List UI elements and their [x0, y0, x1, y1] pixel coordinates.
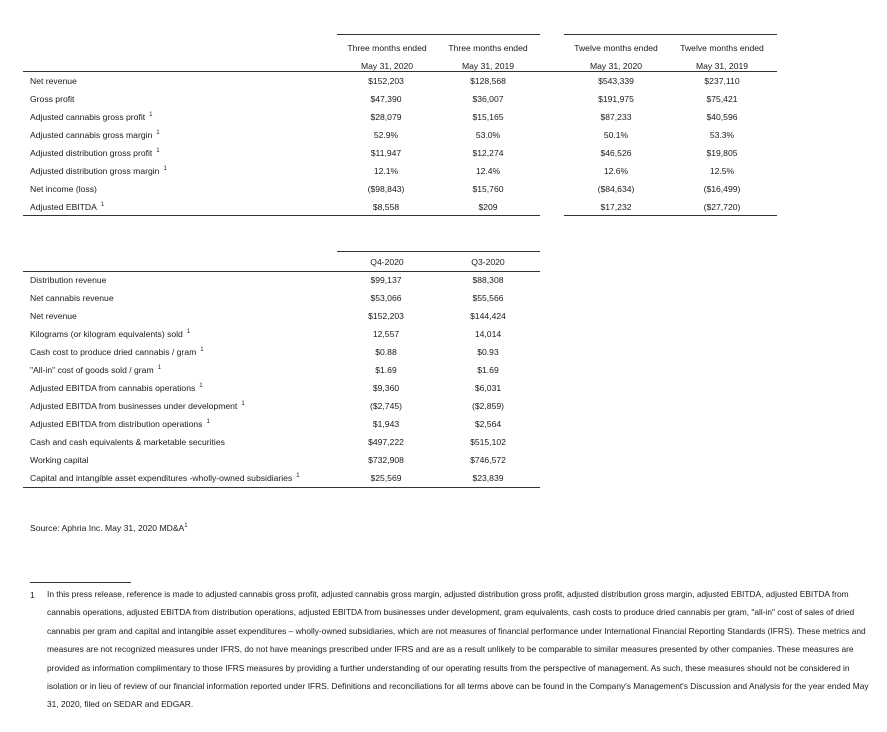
row-label-text: Gross profit: [30, 94, 75, 104]
row-label-text: Adjusted EBITDA: [30, 202, 97, 212]
row-value: 12.5%: [709, 166, 735, 176]
row-value: 12.1%: [373, 166, 399, 176]
row-value: $2,564: [474, 419, 502, 429]
table2-col2-header: Q3-2020: [471, 257, 505, 267]
row-value: $53,066: [370, 293, 402, 303]
row-value: $191,975: [598, 94, 634, 104]
footnote-ref: 1: [296, 473, 300, 480]
row-label: [30, 94, 74, 104]
row-value: $144,424: [470, 311, 506, 321]
row-value: $28,079: [370, 112, 402, 122]
row-value: $15,760: [472, 184, 504, 194]
row-label: [30, 437, 225, 447]
row-label: [30, 202, 104, 212]
row-value: 12,557: [372, 329, 400, 339]
row-label: [30, 148, 160, 158]
row-value: $15,165: [472, 112, 504, 122]
row-label: [30, 347, 204, 357]
row-label-text: Net income (loss): [30, 184, 97, 194]
row-label: [30, 401, 245, 411]
row-value: $36,007: [472, 94, 504, 104]
row-label: [30, 184, 97, 194]
row-label-text: Adjusted distribution gross profit: [30, 148, 153, 158]
table1-bottom-rule-left: [23, 215, 540, 216]
row-value: $1.69: [375, 365, 397, 375]
row-label: [30, 130, 160, 140]
footnote-ref: 1: [199, 383, 203, 390]
table1-col4-header: Twelve months ended May 31, 2019: [680, 43, 764, 71]
row-label-text: Kilograms (or kilogram equivalents) sold: [30, 329, 183, 339]
row-label: [30, 166, 167, 176]
row-value: $11,947: [370, 148, 402, 158]
row-value: 50.1%: [603, 130, 629, 140]
table2-header-rule: [23, 271, 540, 272]
footnote-text: In this press release, reference is made to adjusted cannabis gross profit, adjusted cannabis gross margin, adjusted distribution gross profit, adjusted distribution gross margin, adjusted EBITDA, adjusted EBITDA from cannabis operations, adjusted EBITDA from distribution operations, adjusted EBITDA from businesses under development, gram equivalents, cash costs to produce dried cannabis per gram, "all-in" cost of sales of dried cannabis per gram and capital and intangible asset expenditures – wholly-owned subsidiaries, which are not measures of financial performance under International Financial Reporting Standards (IFRS). These metrics and measures are not recognized measures under IFRS, do not have meanings prescribed under IFRS and are as a result unlikely to be comparable to similar measures presented by other companies. These measures are provided as information complimentary to those IFRS measures by providing a further understanding of our operating results from the perspective of management. As such, these measures should not be considered in isolation or in lieu of review of our financial information reported under IFRS. Definitions and reconciliations for all terms above can be found in the Company's Management's Discussion and Analysis for the year ended May 31, 2020, filed on SEDAR and EDGAR.: [47, 589, 869, 710]
row-label-text: Cash and cash equivalents & marketable securities: [30, 437, 225, 447]
source-note: [30, 523, 188, 533]
row-value: $732,908: [368, 455, 404, 465]
row-value: ($16,499): [703, 184, 741, 194]
row-label: [30, 329, 190, 339]
row-label: [30, 365, 161, 375]
row-value: $152,203: [368, 311, 404, 321]
table2-bottom-rule: [23, 487, 540, 488]
footnote-separator: [30, 582, 131, 583]
row-value: $497,222: [368, 437, 404, 447]
footnote-ref: 1: [156, 148, 160, 155]
row-value: $88,308: [472, 275, 504, 285]
row-value: $55,566: [472, 293, 504, 303]
row-label: [30, 455, 89, 465]
row-value: $543,339: [598, 76, 634, 86]
row-value: $152,203: [368, 76, 404, 86]
row-value: ($84,634): [597, 184, 635, 194]
row-label: [30, 293, 114, 303]
row-label-text: Adjusted cannabis gross margin: [30, 130, 153, 140]
row-label-text: "All-in" cost of goods sold / gram: [30, 365, 154, 375]
row-label-text: Capital and intangible asset expenditures -wholly-owned subsidiaries: [30, 473, 293, 483]
footnote-ref: 1: [206, 419, 210, 426]
row-label-text: Adjusted EBITDA from distribution operations: [30, 419, 203, 429]
row-label-text: Cash cost to produce dried cannabis / gram: [30, 347, 197, 357]
source-text: Source: Aphria Inc. May 31, 2020 MD&A: [30, 523, 185, 533]
row-value: $46,526: [600, 148, 632, 158]
row-label: [30, 112, 152, 122]
row-value: 53.0%: [475, 130, 501, 140]
row-value: ($2,745): [369, 401, 402, 411]
row-label: [30, 76, 77, 86]
row-value: ($2,859): [471, 401, 504, 411]
row-value: $40,596: [706, 112, 738, 122]
footnote-ref: 1: [100, 202, 105, 209]
row-value: $47,390: [370, 94, 402, 104]
footnote-ref: 1: [200, 347, 204, 354]
table1-col3-header: Twelve months ended May 31, 2020: [574, 43, 658, 71]
row-value: $87,233: [600, 112, 632, 122]
row-value: $25,569: [370, 473, 402, 483]
row-label-text: Adjusted cannabis gross profit: [30, 112, 146, 122]
row-label-text: Distribution revenue: [30, 275, 107, 285]
row-value: $8,558: [372, 202, 400, 212]
row-value: $23,839: [472, 473, 504, 483]
row-value: $1.69: [477, 365, 499, 375]
footnote-ref: 1: [157, 365, 161, 372]
row-label-text: Net revenue: [30, 76, 77, 86]
row-value: ($27,720): [703, 202, 741, 212]
row-value: 12.4%: [475, 166, 501, 176]
footnote-ref: 1: [163, 166, 167, 173]
row-label-text: Working capital: [30, 455, 89, 465]
source-footnote-marker: 1: [184, 523, 188, 530]
row-value: $17,232: [600, 202, 632, 212]
table2-col1-header: Q4-2020: [370, 257, 404, 267]
row-value: $75,421: [706, 94, 738, 104]
table1-bottom-rule-right: [564, 215, 777, 216]
row-value: 14,014: [474, 329, 502, 339]
table2-top-rule: [337, 251, 540, 252]
row-value: $12,274: [472, 148, 504, 158]
row-label-text: Adjusted EBITDA from cannabis operations: [30, 383, 196, 393]
row-label: [30, 473, 300, 483]
row-value: $19,805: [706, 148, 738, 158]
row-label: [30, 275, 106, 285]
footnote-marker: 1: [30, 590, 35, 600]
row-value: 12.6%: [603, 166, 629, 176]
footnote-ref: 1: [149, 112, 153, 119]
row-label-text: Net revenue: [30, 311, 77, 321]
row-value: 53.3%: [709, 130, 735, 140]
row-label-text: Net cannabis revenue: [30, 293, 114, 303]
footnote-ref: 1: [186, 329, 191, 336]
row-value: $237,110: [704, 76, 740, 86]
row-label-text: Adjusted distribution gross margin: [30, 166, 160, 176]
row-value: $0.93: [477, 347, 499, 357]
table1-top-rule-right: [564, 34, 777, 35]
row-label-text: Adjusted EBITDA from businesses under development: [30, 401, 238, 411]
footnote-ref: 1: [156, 130, 160, 137]
row-value: $9,360: [372, 383, 400, 393]
table1-top-rule-left: [337, 34, 540, 35]
row-value: $1,943: [372, 419, 400, 429]
row-value: 52.9%: [373, 130, 399, 140]
row-label: [30, 419, 210, 429]
row-value: $746,572: [470, 455, 506, 465]
footnote-ref: 1: [241, 401, 245, 408]
row-value: $209: [478, 202, 498, 212]
row-value: $128,568: [470, 76, 506, 86]
row-value: $515,102: [470, 437, 506, 447]
table1-col1-header: Three months ended May 31, 2020: [347, 43, 427, 71]
row-value: $6,031: [474, 383, 502, 393]
row-value: $99,137: [370, 275, 402, 285]
row-value: ($98,843): [367, 184, 405, 194]
row-label: [30, 311, 77, 321]
table1-col2-header: Three months ended May 31, 2019: [448, 43, 528, 71]
row-label: [30, 383, 203, 393]
row-value: $0.88: [375, 347, 397, 357]
